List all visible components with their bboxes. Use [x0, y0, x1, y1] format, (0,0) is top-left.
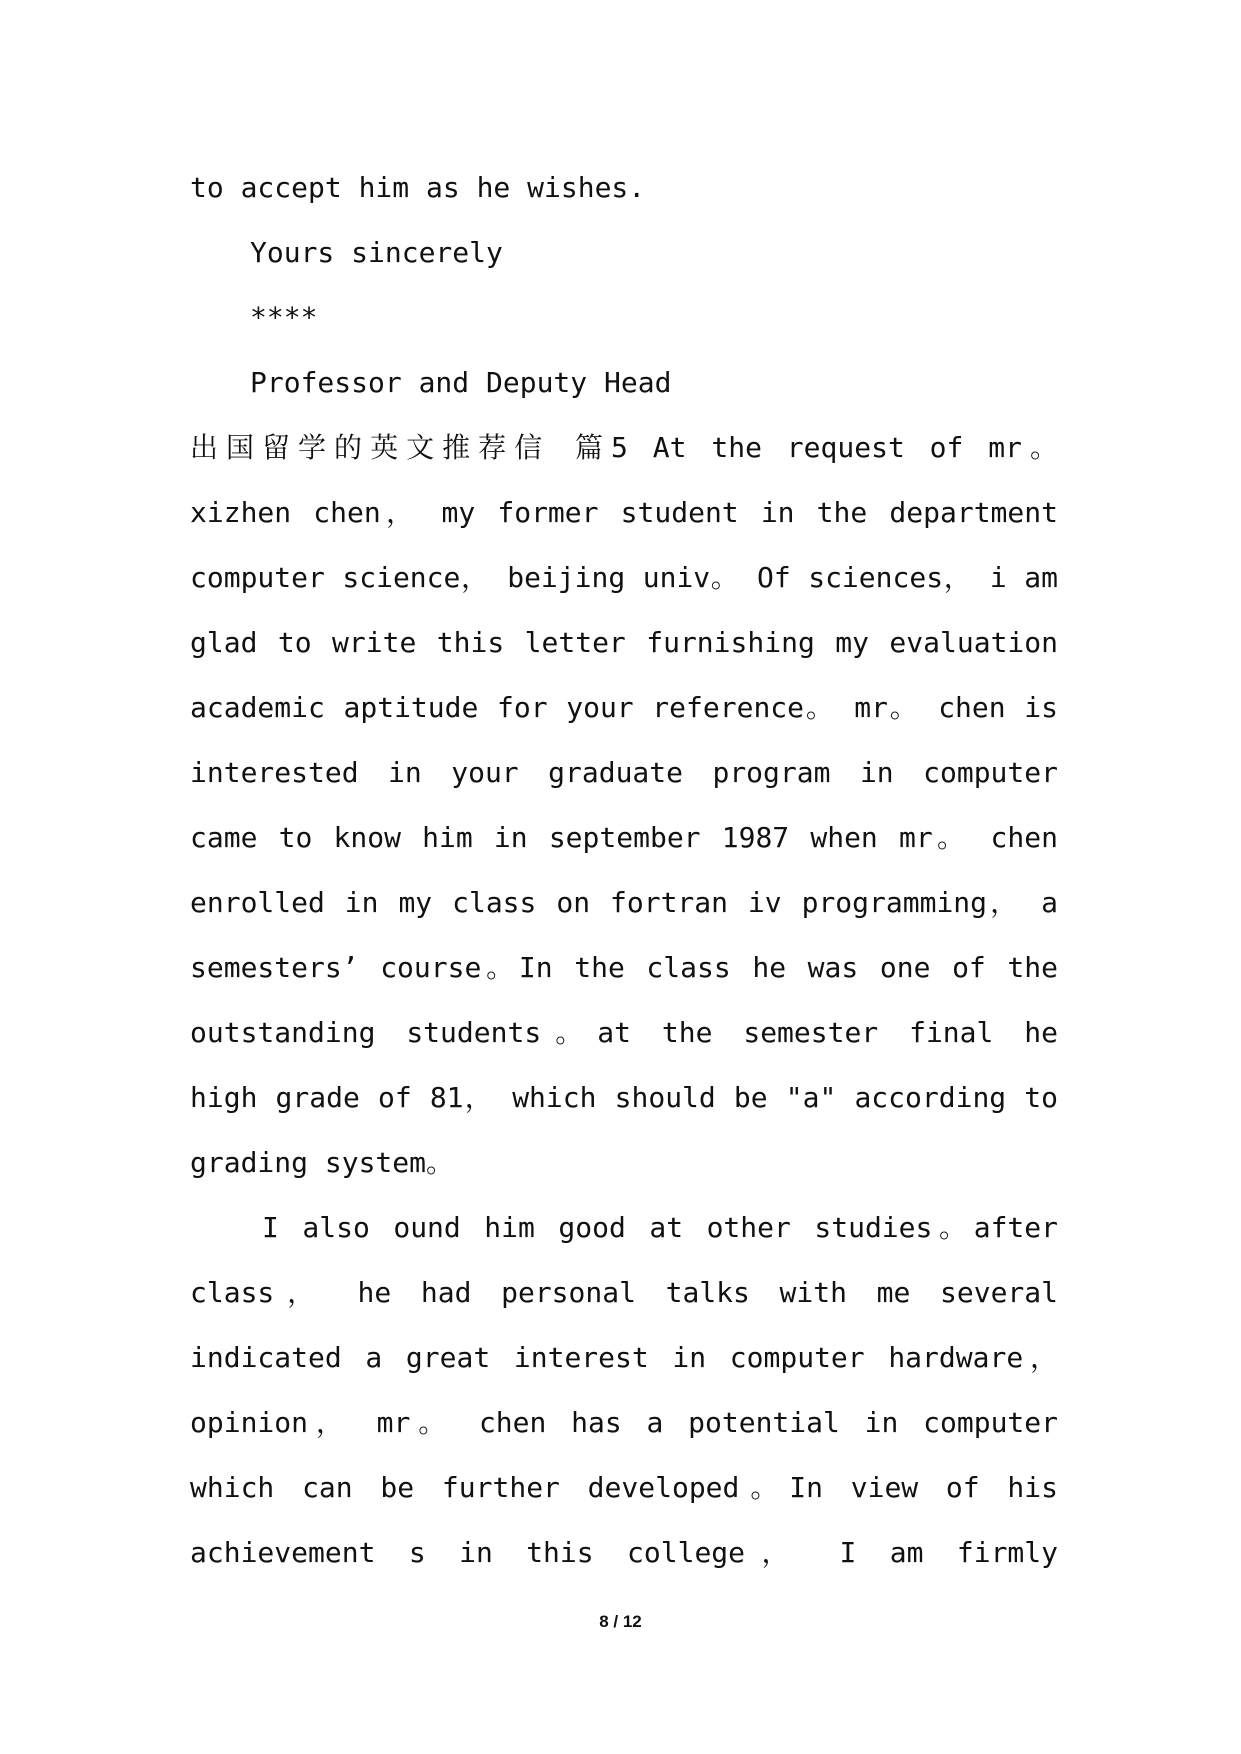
body-line: academic aptitude for your reference。 mr。 chen is	[190, 691, 1058, 724]
letter-body	[190, 155, 1058, 1585]
body-line: came to know him in september 1987 when mr。 chen	[190, 821, 1058, 854]
body-line: achievement s in this college， I am firmly	[190, 1536, 1058, 1569]
page-number: 8 / 12	[599, 1612, 642, 1631]
body-line: opinion， mr。 chen has a potential in computer	[190, 1406, 1058, 1439]
body-line: which can be further developed。In view of his	[190, 1471, 1058, 1504]
body-line: enrolled in my class on fortran iv programming， a	[190, 886, 1058, 919]
body-line: interested in your graduate program in computer	[190, 756, 1058, 789]
body-line: computer science， beijing univ。 Of sciences， i am	[190, 561, 1058, 594]
body-line: xizhen chen， my former student in the department	[190, 496, 1058, 529]
body-line: grading system。	[190, 1146, 455, 1179]
signature-placeholder: ****	[250, 301, 318, 334]
body-line: outstanding students。at the semester final he	[190, 1016, 1058, 1049]
paragraph-start-line: I also ound him good at other studies。after	[262, 1211, 1058, 1244]
body-line: semesters’ course。In the class he was one of the	[190, 951, 1058, 984]
signer-title: Professor and Deputy Head	[250, 366, 672, 399]
body-line: class， he had personal talks with me several	[190, 1276, 1058, 1309]
body-line: to accept him as he wishes.	[190, 171, 646, 204]
body-line: indicated a great interest in computer hardware，	[190, 1341, 1058, 1374]
body-line: high grade of 81， which should be "a" according to	[190, 1081, 1058, 1114]
closing-salutation: Yours sincerely	[250, 236, 503, 269]
body-line: glad to write this letter furnishing my evaluation	[190, 626, 1058, 659]
section-heading-line: 出国留学的英文推荐信 篇5 At the request of mr。	[190, 431, 1058, 464]
